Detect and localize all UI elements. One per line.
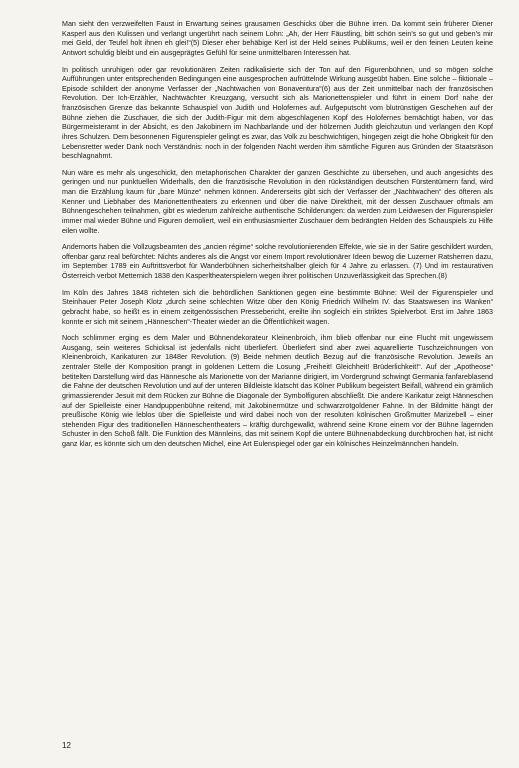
paragraph-nachtwachen-episode: In politisch unruhigen oder gar revolutionären Zeiten radikalisierte sich der Ton auf den Figurenbühnen, und so mögen solche Aufführungen unter entsprechenden Bedingungen eine ausgesprochen aufrüttelnde Wirkung ausgeübt haben. Eine solche – fiktionale – Episode schildert der anonyme Verfasser der „Nachtwachen von Bonaventura“(6) aus der Zeit unmittelbar nach der französischen Revolution. Der Ich-Erzähler, Nachtwächter Kreuzgang, versucht sich als Marionettenspieler und führt in einem Dorf nahe der französischen Grenze das bekannte Schauspiel von Judith und Holofernes auf. Aufgeputscht vom blutrünstigen Geschehen auf der Bühne ziehen die Zuschauer, die sich der Judith-Figur mit dem abgeschlagenen Kopf des Holofernes bemächtigt haben, vor das Bürgermeisteramt in der Absicht, es den Jakobinern im Nachbarlande und der hölzernen Judith gleichzutun und verlangen den Kopf ihres Schulzen. Dem besonnenen Figurenspieler gelingt es zwar, das Volk zu beschwichtigen, hingegen zeigt die hohe Obrigkeit für den Lebensretter weder Dank noch Verständnis: noch in der folgenden Nacht werden ihm sämtliche Figuren aus Gründen der Staatsräson beschlagnahmt. <box>62 65 493 161</box>
paragraph-metaphorical-character: Nun wäre es mehr als ungeschickt, den metaphorischen Charakter der ganzen Geschichte zu übersehen, und auch angesichts des geringen und nur punktuellen Widerhalls, den die französische Revolution in den rückständigen deutschen Fürstentümern fand, wird man die Erzählung kaum für „bare Münze“ nehmen können. Andererseits gibt sich der Verfasser der „Nachtwachen“ des öfteren als Kenner und Liebhaber des Marionettentheaters zu erkennen und über die naive Direktheit, mit der dessen Zuschauer oftmals am Bühnengeschehen teilnahmen, gibt es wiederum zahlreiche authentische Schilderungen: da werden zum Leidwesen der Figurenspieler immer mal wieder Bühne und Figuren demoliert, weil ein enthusiasmierter Zuschauer dem bedrängten Helden des Schauspiels zu Hilfe eilen wollte. <box>62 168 493 235</box>
paragraph-ancien-regime: Andernorts haben die Vollzugsbeamten des „ancien régime“ solche revolutionierenden Effekte, wie sie in der Satire geschildert wurden, offenbar ganz real befürchtet: Nichts anderes als die Angst vor einem Import revolutionärer Ideen bewog die Luzerner Ratsherren dazu, im September 1789 ein Auftrittsverbot für Wanderbühnen sicherheitshalber gleich für 4 Jahre zu erlassen. (7) Und im restaurativen Österreich verbot Metternich 1838 den Kasperltheaterspielern wegen ihrer politischen Unzuverlässigkeit das Sprechen.(8) <box>62 243 493 280</box>
paragraph-koeln-1848: Im Köln des Jahres 1848 richteten sich die behördlichen Sanktionen gegen eine bestimmte Bühne: Weil der Figurenspieler und Steinhauer Peter Joseph Klotz „durch seine schlechten Witze über den König Friedrich Wilhelm IV. das Staatswesen ins Wanken“ gebracht habe, so heißt es in einem zeitgenössischen Pressebericht, ereilte ihn sogleich ein striktes Spielverbot. Erst im Jahre 1863 konnte er sich mit seinem „Hänneschen“-Theater wieder an die Öffentlichkeit wagen. <box>62 288 493 326</box>
page-number: 12 <box>62 741 71 750</box>
paragraph-faust-kasperl: Man sieht den verzweifelten Faust in Erwartung seines grausamen Geschicks über die Bühne irren. Da kommt sein früherer Diener Kasperl aus den Kulissen und verlangt ungerührt nach seinem Lohn: „Ah, der Herr Fäustling, bitt schön sein's so gut und geben's mir mei Geld, der Teufel holt ihnen eh glei!“(5) Dieser eher behäbige Kerl ist der Held seines Publikums, weil er den feinen Leuten keine Antwort schuldig bleibt und ein ausgeprägtes Gefühl für seine unmittelbaren Interessen hat. <box>62 20 493 57</box>
paragraph-kleinenbroich: Noch schlimmer erging es dem Maler und Bühnendekorateur Kleinenbroich, ihm blieb offenbar nur eine Flucht mit ungewissem Ausgang, sein weiteres Schicksal ist jedenfalls nicht überliefert. Überliefert sind aber zwei aquarellierte Tuschzeichnungen von Kleinenbroich, Karikaturen zur 1848er Revolution. (9) Beide nehmen deutlich Bezug auf die französische Revolution. Jeweils an zentraler Stelle der Komposition prangt in goldenen Lettern die Losung „Freiheit! Gleichheit! Brüderlichkeit!“. Auf der „Apotheose“ betitelten Darstellung wird das Hännesche als Marionette von der Marianne dirigiert, im Vordergrund schwingt Germania fanfareblasend die Fahne der deutschen Revolution und auf der unteren Bildleiste klatscht das Kölner Publikum begeistert Beifall, während ein grämlich grimassierender Jesuit mit dem Rücken zur Bühne die Diagonale der Symbolfiguren abschließt. Die andere Karikatur zeigt Hänneschen auf der Spielleiste einer Handpuppenbühne reitend, mit Jakobinermütze und schwarzrotgoldener Fahne. In der Bildmitte hängt der preußische König wie leblos über die Spielleiste und wird dabei noch von der resoluten kölnischen Großmutter Marizebell – einer stehenden Figur des traditionellen Hänneschentheaters – kräftig durchgewalkt, während seine Krone einem vor der Bühne lagernden Schuster in den Schoß fällt. Die Funktion des Männleins, das mit seinem Kopf die untere Bühnenabdeckung durchbrochen hat, ist nicht ganz klar, es könnte sich um den deutschen Michel, eine Art Eulenspiegel oder gar ein kölnisches Heinzelmännchen handeln. <box>62 334 493 448</box>
